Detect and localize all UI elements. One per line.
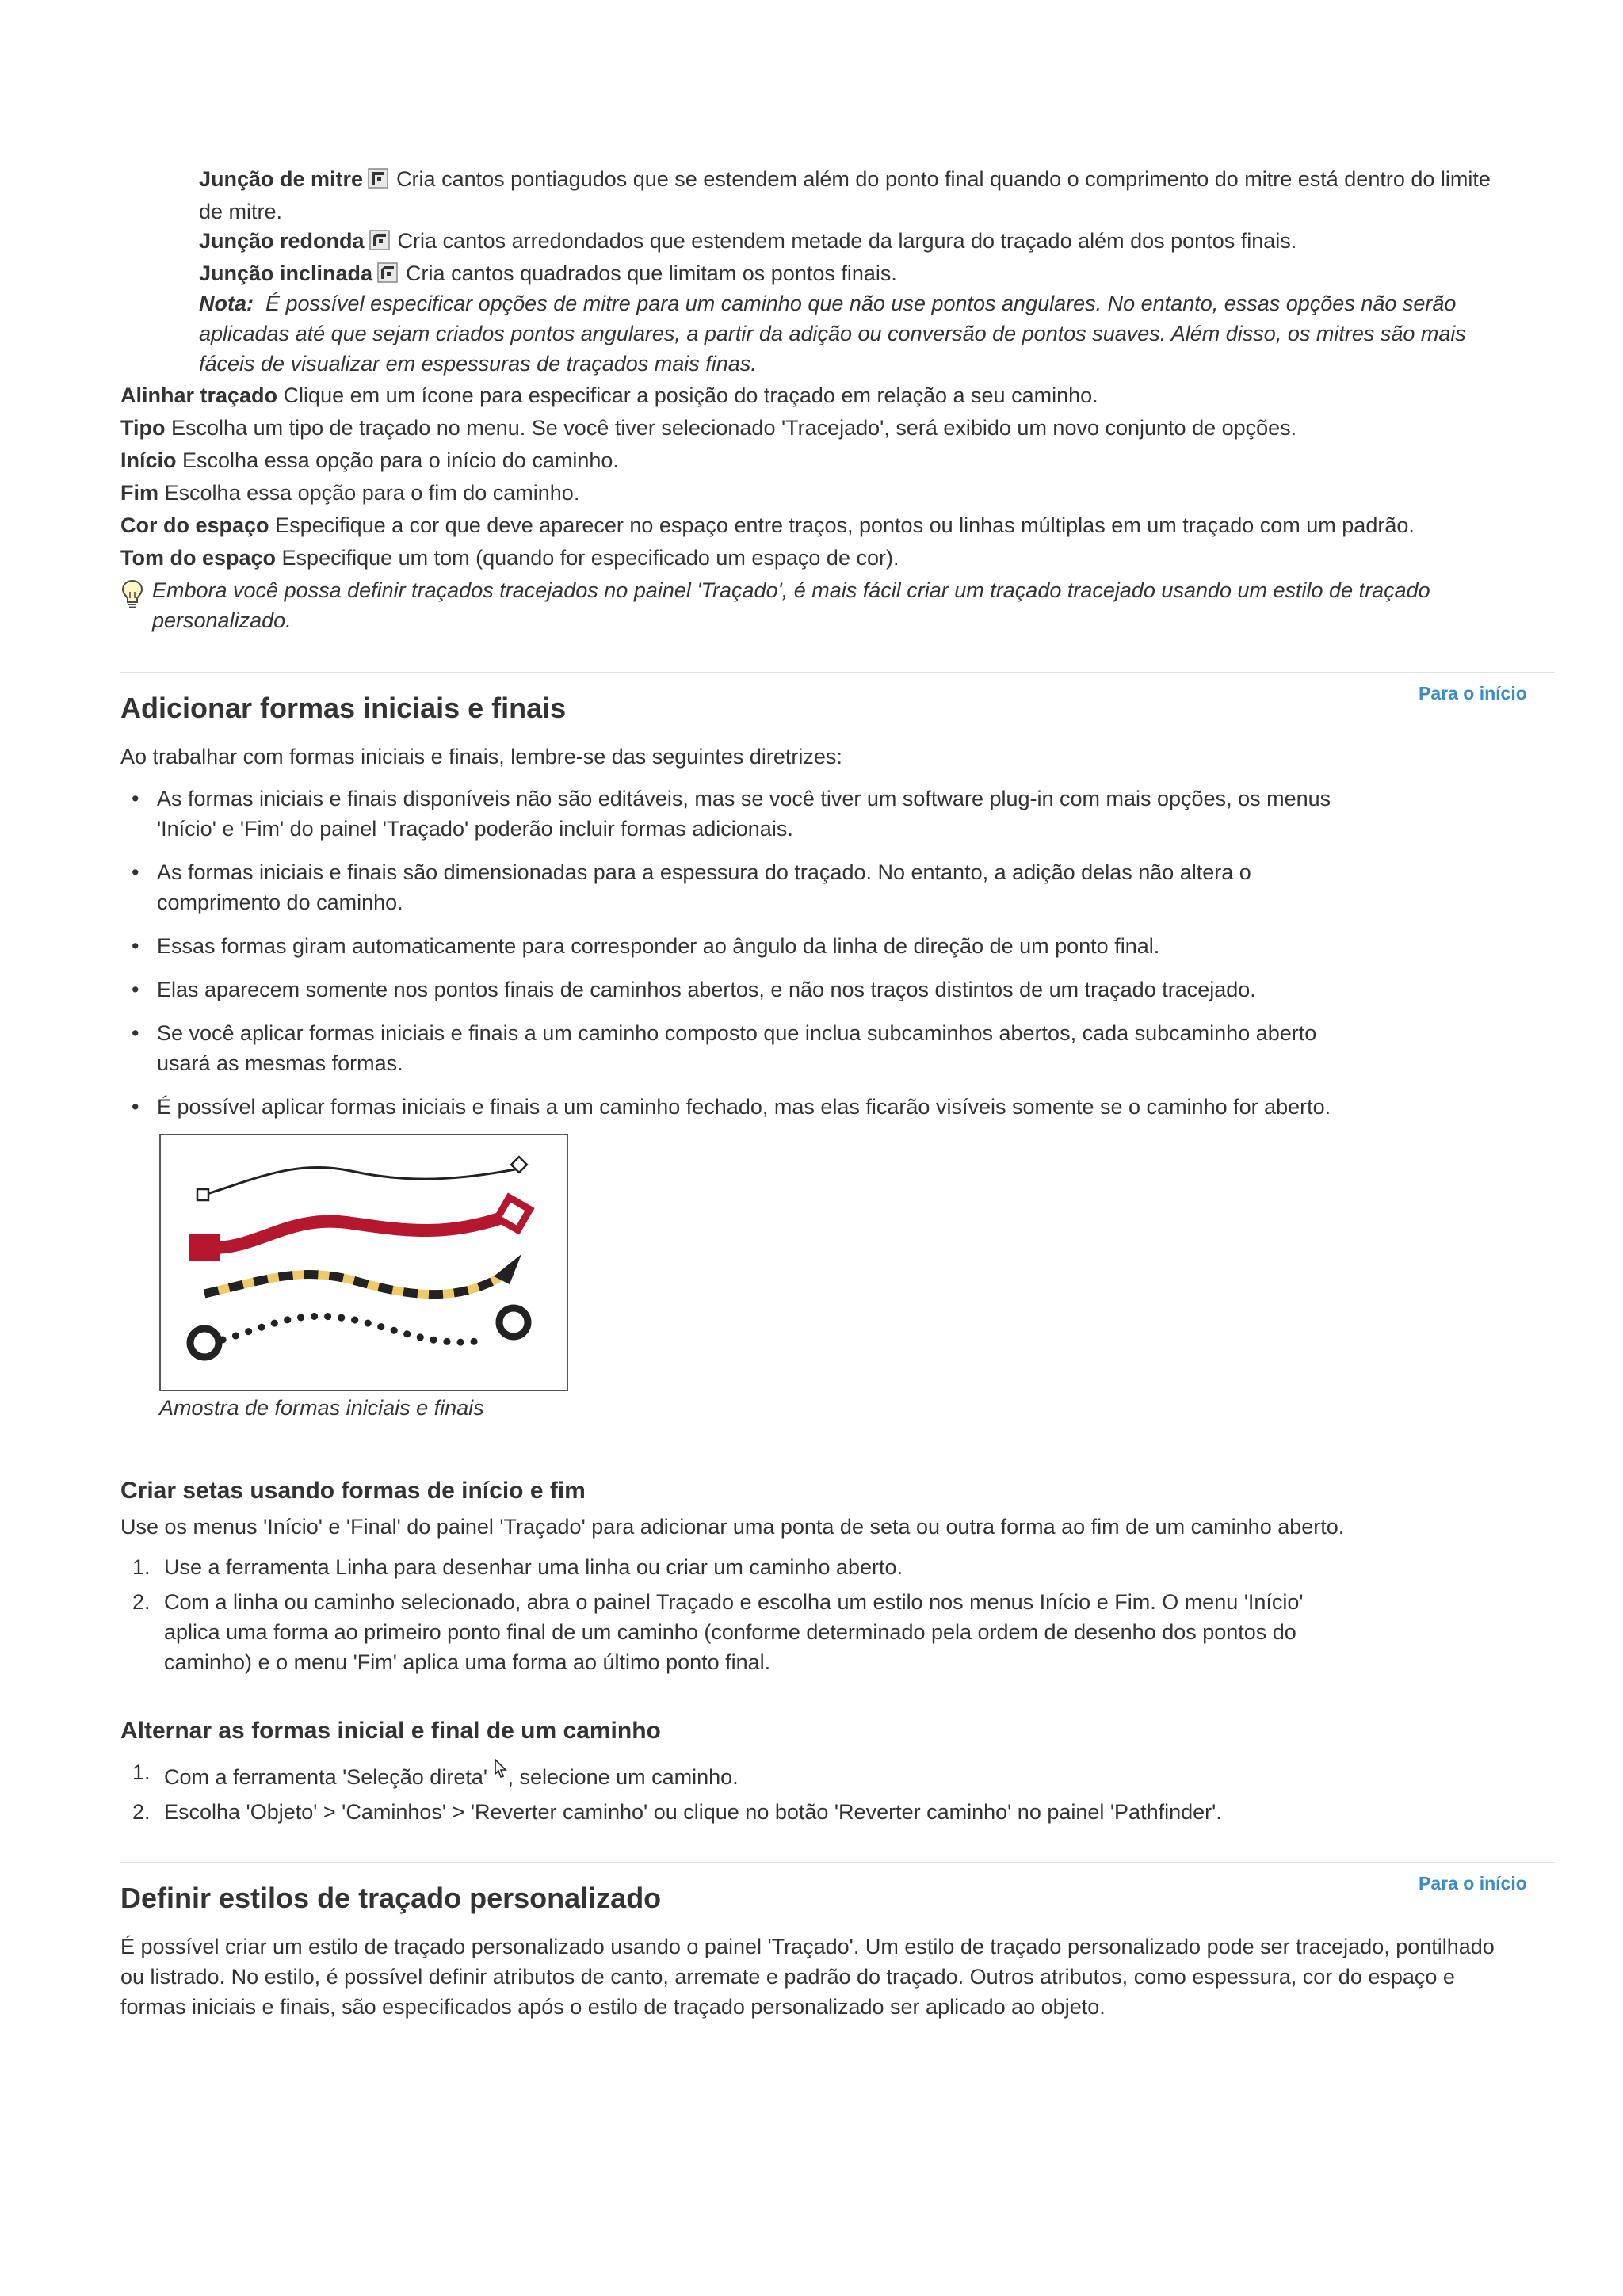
red-stroke-sample [208, 1215, 511, 1248]
join-option-bevel [199, 258, 1546, 291]
option-desc: Escolha um tipo de traçado no menu. Se você tiver selecionado 'Tracejado', será exibido um novo conjunto de opções. [171, 416, 1297, 440]
section-title: Adicionar formas iniciais e finais [120, 692, 567, 724]
list-item: 2. Escolha 'Objeto' > 'Caminhos' > 'Reverter caminho' ou clique no botão 'Reverter caminho' no painel 'Pathfinder'. [132, 1800, 1222, 1824]
square-start-shape [197, 1189, 208, 1200]
red-square-start-shape [189, 1234, 220, 1261]
option-desc: Escolha essa opção para o fim do caminho. [164, 481, 580, 505]
circle-end-shape [499, 1308, 528, 1337]
section-intro: Ao trabalhar com formas iniciais e finais, lembre-se das seguintes diretrizes: [120, 745, 842, 769]
round-join-icon [369, 228, 390, 258]
tip-line: personalizado. [152, 608, 292, 632]
option-item [120, 413, 1547, 443]
option-desc: Escolha essa opção para o início do caminho. [182, 448, 619, 472]
option-desc: Especifique a cor que deve aparecer no espaço entre traços, pontos ou linhas múltiplas em um traçado com um padrão. [275, 513, 1415, 537]
list-item: • As formas iniciais e finais disponíveis não são editáveis, mas se você tiver um software plug-in com mais opções, os menus 'Início' e 'Fim' do painel 'Traçado' poderão incluir formas adicionais. [120, 784, 1388, 844]
subsection-intro: Use os menus 'Início' e 'Final' do painel 'Traçado' para adicionar uma ponta de seta ou outra forma ao fim de um caminho aberto. [120, 1515, 1345, 1539]
bevel-join-icon [377, 261, 398, 291]
option-term: Alinhar traçado [120, 383, 278, 407]
option-item [120, 543, 1547, 573]
red-diamond-end-shape [498, 1198, 530, 1230]
option-item [120, 445, 1547, 475]
figure-caption: Amostra de formas iniciais e finais [159, 1396, 484, 1420]
list-item: 2. Com a linha ou caminho selecionado, abra o painel Traçado e escolha um estilo nos menus Início e Fim. O menu 'Início' aplica uma forma ao primeiro ponto final de um caminho (conforme determinado pela ordem de desenho dos pontos do caminho) e o menu 'Fim' aplica uma forma ao último ponto final. [132, 1590, 1304, 1674]
join-desc-cont: de mitre. [199, 200, 283, 223]
list-item: • É possível aplicar formas iniciais e finais a um caminho fechado, mas elas ficarão visíveis somente se o caminho for aberto. [120, 1092, 1388, 1122]
list-item: • As formas iniciais e finais são dimensionadas para a espessura do traçado. No entanto, a adição delas não altera o comprimento do caminho. [120, 857, 1388, 917]
lightbulb-icon [120, 578, 144, 610]
option-desc: Clique em um ícone para especificar a posição do traçado em relação a seu caminho. [283, 383, 1098, 407]
option-desc: Especifique um tom (quando for especificado um espaço de cor). [281, 546, 899, 570]
option-item [120, 478, 1547, 508]
note-text: fáceis de visualizar em espessuras de traçados mais finas. [199, 352, 757, 376]
steps-list [120, 1757, 1388, 1832]
list-item: 1. Use a ferramenta Linha para desenhar uma linha ou criar um caminho aberto. [132, 1555, 903, 1579]
list-item: • Se você aplicar formas iniciais e finais a um caminho composto que inclua subcaminhos abertos, cada subcaminho aberto usará as mesmas formas. [120, 1018, 1388, 1078]
miter-join-icon [368, 166, 388, 196]
option-term: Início [120, 448, 177, 472]
section-divider [120, 672, 1555, 673]
option-item [120, 510, 1547, 540]
option-term: Cor do espaço [120, 513, 269, 537]
option-term: Tom do espaço [120, 546, 277, 570]
join-term: Junção de mitre [199, 167, 364, 191]
back-to-top-link[interactable]: Para o início [1419, 1873, 1527, 1894]
note-text: É possível especificar opções de mitre para um caminho que não use pontos angulares. No entanto, essas opções não serão [265, 292, 1457, 315]
join-option-miter [199, 164, 1546, 227]
join-desc: Cria cantos pontiagudos que se estendem além do ponto final quando o comprimento do mitre está dentro do limite [396, 167, 1491, 191]
thin-stroke-sample [204, 1167, 519, 1195]
join-option-round [199, 226, 1546, 258]
section-title: Definir estilos de traçado personalizado [120, 1882, 662, 1914]
subsection-title: Alternar as formas inicial e final de um caminho [120, 1718, 661, 1744]
note [199, 288, 1546, 379]
join-term: Junção redonda [199, 229, 365, 253]
join-desc: Cria cantos quadrados que limitam os pontos finais. [406, 261, 897, 285]
section-divider [120, 1862, 1555, 1863]
steps-list [120, 1552, 1388, 1682]
dotted-stroke-sample [223, 1316, 486, 1342]
direct-selection-tool-icon [494, 1757, 508, 1787]
option-term: Fim [120, 481, 159, 505]
back-to-top-link[interactable]: Para o início [1419, 683, 1527, 704]
tip-line: Embora você possa definir traçados tracejados no painel 'Traçado', é mais fácil criar um traçado tracejado usando um estilo de traçado [152, 578, 1430, 602]
start-end-shapes-figure [159, 1134, 568, 1391]
option-term: Tipo [120, 416, 166, 440]
section-body: É possível criar um estilo de traçado personalizado usando o painel 'Traçado'. Um estilo de traçado personalizado pode ser tracejado, pontilhado ou listrado. No estilo, é possível definir atributos de canto, arremate e padrão do traçado. Outros atributos, como espessura, cor do espaço e formas iniciais e finais, são especificados após o estilo de traçado personalizado ser aplicado ao objeto. [120, 1935, 1495, 2019]
guidelines-list [120, 784, 1388, 1135]
list-item: • Essas formas giram automaticamente para corresponder ao ângulo da linha de direção de um ponto final. [120, 931, 1388, 961]
note-text: aplicadas até que sejam criados pontos angulares, a partir da adição ou conversão de pontos suaves. Além disso, os mitres são mais [199, 322, 1466, 345]
join-desc: Cria cantos arredondados que estendem metade da largura do traçado além dos pontos finais. [397, 229, 1297, 253]
option-list [120, 380, 1547, 573]
join-term: Junção inclinada [199, 261, 373, 285]
list-item: • Elas aparecem somente nos pontos finais de caminhos abertos, e não nos traços distintos de um traçado tracejado. [120, 974, 1388, 1005]
subsection-title: Criar setas usando formas de início e fim [120, 1478, 586, 1504]
note-label: Nota: [199, 292, 254, 315]
list-item: 1. Com a ferramenta 'Seleção direta' , selecione um caminho. [120, 1757, 1388, 1792]
option-item [120, 380, 1547, 410]
circle-start-shape [190, 1329, 219, 1357]
tip-text [152, 575, 1547, 635]
